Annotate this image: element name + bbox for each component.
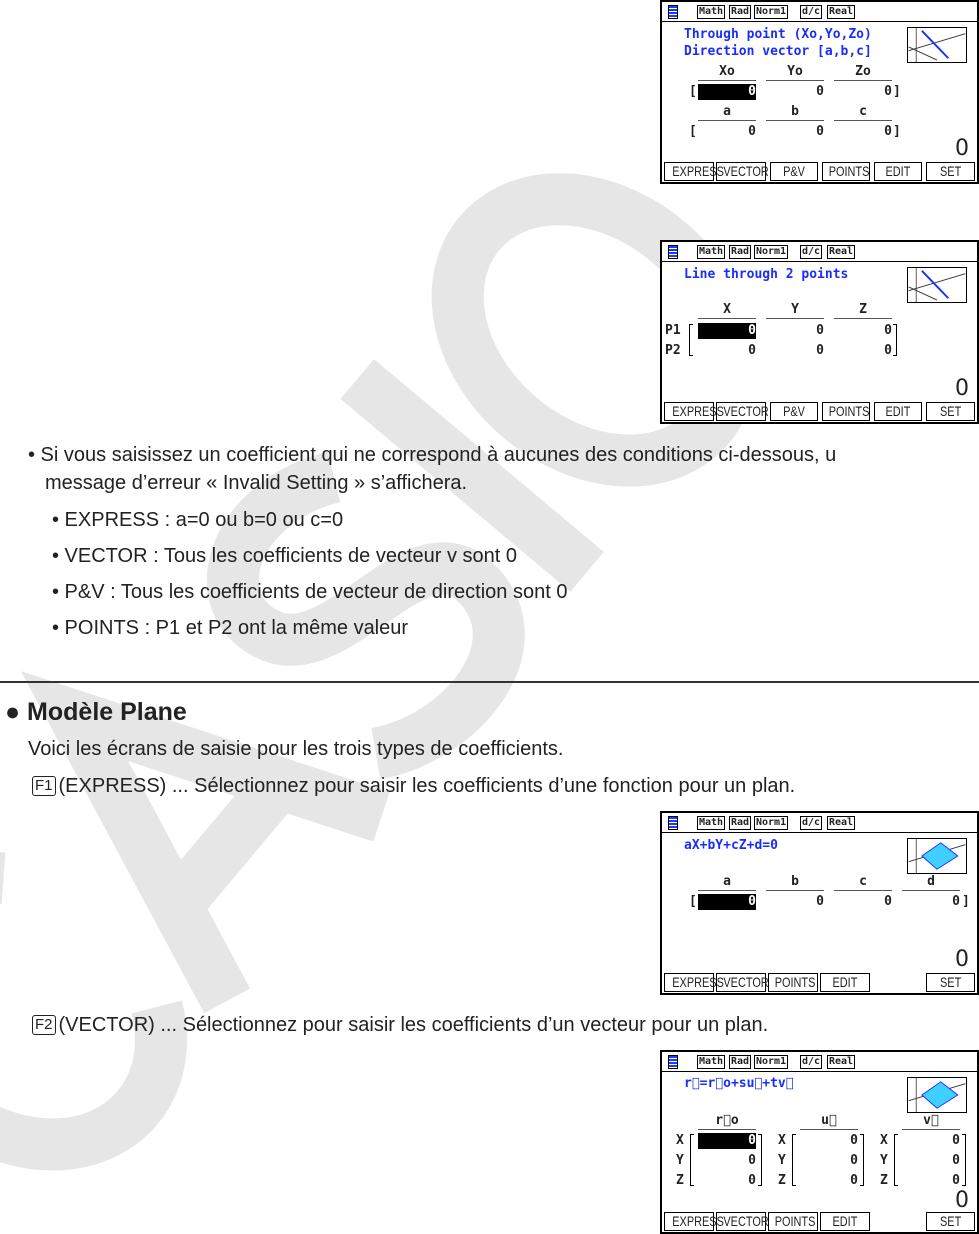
bracket xyxy=(689,324,693,356)
fkey-points[interactable] xyxy=(768,973,818,992)
fkey-edit[interactable] xyxy=(820,1212,870,1231)
col-header: c xyxy=(834,874,892,891)
badge-real: Real xyxy=(829,817,854,828)
section-heading: ● Modèle Plane xyxy=(5,698,187,726)
col-header-u: u⃗ xyxy=(800,1113,858,1130)
bracket: [ xyxy=(689,894,697,909)
cell-p1-z[interactable]: 0 xyxy=(884,323,892,338)
f2-key-icon: F2 xyxy=(32,1015,56,1035)
fkey-label: POINTS xyxy=(774,974,816,990)
badge-real: Real xyxy=(829,246,854,257)
fkey-label: EDIT xyxy=(832,974,858,990)
col-header: Z xyxy=(834,302,892,319)
row-label-p2: P2 xyxy=(665,343,681,358)
cell-d[interactable]: 0 xyxy=(952,894,960,909)
line-graph-icon xyxy=(907,267,967,303)
cell-yo[interactable]: 0 xyxy=(816,84,824,99)
cell-v-z[interactable]: 0 xyxy=(952,1173,960,1188)
f2-text: (VECTOR) ... Sélectionnez pour saisir les coefficients d’un vecteur pour un plan. xyxy=(58,1014,769,1036)
calc-screen-line-point-vector xyxy=(660,0,979,184)
fkey-label: VECTOR xyxy=(723,1213,769,1229)
cell-r0-z[interactable]: 0 xyxy=(748,1173,756,1188)
badge-norm: Norm1 xyxy=(756,817,787,828)
col-header: d xyxy=(902,874,960,891)
cell-p2-y[interactable]: 0 xyxy=(816,343,824,358)
fkey-set[interactable] xyxy=(926,1212,975,1231)
fkey-pv[interactable] xyxy=(770,402,818,421)
f1-key-icon: F1 xyxy=(32,776,56,796)
screen-title: r⃗=r⃗o+su⃗+tv⃗ xyxy=(684,1076,794,1091)
badge-rad: Rad xyxy=(731,246,750,257)
section-divider xyxy=(0,681,979,683)
sub-bullet-express: • EXPRESS : a=0 ou b=0 ou c=0 xyxy=(52,509,344,531)
row-label-z: Z xyxy=(778,1173,786,1188)
row-label-z: Z xyxy=(676,1173,684,1188)
bracket: [ xyxy=(689,124,697,139)
fkey-label: SET xyxy=(939,974,962,990)
f1-description xyxy=(32,774,795,798)
battery-icon xyxy=(668,5,678,19)
sub-bullet-points: • POINTS : P1 et P2 ont la même valeur xyxy=(52,617,409,639)
fkey-points[interactable] xyxy=(822,402,870,421)
fkey-label: EDIT xyxy=(885,163,911,179)
cell-a[interactable]: 0 xyxy=(748,124,756,139)
fkey-pv[interactable] xyxy=(770,162,818,181)
sub-bullet-pv: • P&V : Tous les coefficients de vecteur de direction sont 0 xyxy=(52,581,568,603)
plane-graph-icon xyxy=(907,1077,967,1113)
calc-screen-plane-vector xyxy=(660,1050,979,1234)
row-label-y: Y xyxy=(778,1153,786,1168)
line-graph-icon xyxy=(907,27,967,63)
battery-icon xyxy=(668,245,678,259)
calc-screen-line-2-points xyxy=(660,240,979,424)
bracket xyxy=(860,1134,864,1186)
badge-real: Real xyxy=(829,1056,854,1067)
bullet-invalid-setting: • Si vous saisissez un coefficient qui ne correspond à aucunes des conditions ci-dessous, u xyxy=(28,444,837,466)
fkey-express[interactable] xyxy=(664,1212,724,1231)
fkey-express[interactable] xyxy=(664,973,724,992)
row-label-p1: P1 xyxy=(665,323,681,338)
screen-title: Through point (Xo,Yo,Zo) xyxy=(684,27,872,42)
col-header: Xo xyxy=(698,64,756,81)
fkey-label: VECTOR xyxy=(723,163,769,179)
badge-math: Math xyxy=(699,1056,724,1067)
col-header: b xyxy=(766,874,824,891)
bracket xyxy=(962,1134,966,1186)
cell-p2-z[interactable]: 0 xyxy=(884,343,892,358)
fkey-label: POINTS xyxy=(828,403,870,419)
badge-dc: d/c xyxy=(802,817,821,828)
badge-math: Math xyxy=(699,246,724,257)
cell-xo[interactable]: 0 xyxy=(698,84,756,100)
battery-icon xyxy=(668,1055,678,1069)
row-label-z: Z xyxy=(880,1173,888,1188)
cell-u-z[interactable]: 0 xyxy=(850,1173,858,1188)
bracket xyxy=(792,1134,796,1186)
col-header: Zo xyxy=(834,64,892,81)
cell-c[interactable]: 0 xyxy=(884,124,892,139)
fkey-label: POINTS xyxy=(828,163,870,179)
bracket xyxy=(894,1134,898,1186)
badge-math: Math xyxy=(699,817,724,828)
bracket: [ xyxy=(689,84,697,99)
col-header: Yo xyxy=(766,64,824,81)
fkey-vector[interactable] xyxy=(716,973,769,992)
fkey-label: POINTS xyxy=(774,1213,816,1229)
badge-dc: d/c xyxy=(802,6,821,17)
cell-p1-x[interactable]: 0 xyxy=(698,323,756,339)
fkey-label: EXPRESS xyxy=(672,974,724,990)
fkey-label: SET xyxy=(939,1213,962,1229)
col-header: a xyxy=(698,874,756,891)
fkey-points[interactable] xyxy=(768,1212,818,1231)
status-bar xyxy=(662,813,977,833)
badge-norm: Norm1 xyxy=(756,246,787,257)
cell-r0-y[interactable]: 0 xyxy=(748,1153,756,1168)
cell-p1-y[interactable]: 0 xyxy=(816,323,824,338)
result-value: 0 xyxy=(955,1188,969,1213)
cell-u-y[interactable]: 0 xyxy=(850,1153,858,1168)
bracket: ] xyxy=(962,894,970,909)
status-bar xyxy=(662,1052,977,1072)
bracket: ] xyxy=(893,84,901,99)
cell-b[interactable]: 0 xyxy=(816,894,824,909)
f2-description xyxy=(32,1013,768,1037)
badge-dc: d/c xyxy=(802,1056,821,1067)
col-header: X xyxy=(698,302,756,319)
fkey-set[interactable] xyxy=(926,402,975,421)
fkey-express[interactable] xyxy=(664,162,724,181)
result-value: 0 xyxy=(955,947,969,972)
result-value: 0 xyxy=(955,136,969,161)
fkey-edit[interactable] xyxy=(820,973,870,992)
fkey-label: P&V xyxy=(783,163,805,179)
battery-icon xyxy=(668,816,678,830)
sub-bullet-vector: • VECTOR : Tous les coefficients de vecteur v sont 0 xyxy=(52,545,517,567)
fkey-express[interactable] xyxy=(664,402,724,421)
cell-zo[interactable]: 0 xyxy=(884,84,892,99)
fkey-label: EXPRESS xyxy=(672,403,724,419)
screen-subtitle: Direction vector [a,b,c] xyxy=(684,44,872,59)
col-header: Y xyxy=(766,302,824,319)
row-label-x: X xyxy=(676,1133,684,1148)
status-bar xyxy=(662,2,977,22)
fkey-label: SET xyxy=(939,403,962,419)
cell-v-x[interactable]: 0 xyxy=(952,1133,960,1148)
badge-rad: Rad xyxy=(731,6,750,17)
plane-graph-icon xyxy=(907,838,967,874)
fkey-label: EDIT xyxy=(832,1213,858,1229)
badge-rad: Rad xyxy=(731,817,750,828)
fkey-vector[interactable] xyxy=(716,1212,769,1231)
cell-c[interactable]: 0 xyxy=(884,894,892,909)
cell-u-x[interactable]: 0 xyxy=(850,1133,858,1148)
calc-screen-plane-express xyxy=(660,811,979,995)
fkey-label: VECTOR xyxy=(723,974,769,990)
col-header: b xyxy=(766,104,824,121)
f1-text: (EXPRESS) ... Sélectionnez pour saisir les coefficients d’une fonction pour un plan. xyxy=(58,775,796,797)
fkey-set[interactable] xyxy=(926,162,975,181)
row-label-x: X xyxy=(778,1133,786,1148)
fkey-edit[interactable] xyxy=(874,162,922,181)
cell-p2-x[interactable]: 0 xyxy=(748,343,756,358)
fkey-label: VECTOR xyxy=(723,403,769,419)
col-header: c xyxy=(834,104,892,121)
fkey-label: EXPRESS xyxy=(672,1213,724,1229)
screen-title: aX+bY+cZ+d=0 xyxy=(684,838,778,853)
cell-v-y[interactable]: 0 xyxy=(952,1153,960,1168)
status-bar xyxy=(662,242,977,262)
col-header: a xyxy=(698,104,756,121)
bracket xyxy=(690,1134,694,1186)
badge-real: Real xyxy=(829,6,854,17)
col-header-r0: r⃗o xyxy=(698,1113,756,1130)
row-label-x: X xyxy=(880,1133,888,1148)
bullet-invalid-setting-cont: message d’erreur « Invalid Setting » s’affichera. xyxy=(45,472,468,494)
fkey-vector[interactable] xyxy=(716,402,769,421)
badge-rad: Rad xyxy=(731,1056,750,1067)
badge-norm: Norm1 xyxy=(756,1056,787,1067)
fkey-label: EXPRESS xyxy=(672,163,724,179)
bracket xyxy=(893,324,897,356)
cell-r0-x[interactable]: 0 xyxy=(698,1133,756,1149)
cell-b[interactable]: 0 xyxy=(816,124,824,139)
fkey-label: EDIT xyxy=(885,403,911,419)
fkey-edit[interactable] xyxy=(874,402,922,421)
screen-title: Line through 2 points xyxy=(684,267,849,282)
bracket xyxy=(758,1134,762,1186)
badge-norm: Norm1 xyxy=(756,6,787,17)
intro-text: Voici les écrans de saisie pour les trois types de coefficients. xyxy=(28,738,564,760)
fkey-vector[interactable] xyxy=(716,162,769,181)
cell-a[interactable]: 0 xyxy=(698,894,756,910)
result-value: 0 xyxy=(955,376,969,401)
fkey-label: SET xyxy=(939,163,962,179)
row-label-y: Y xyxy=(676,1153,684,1168)
badge-dc: d/c xyxy=(802,246,821,257)
badge-math: Math xyxy=(699,6,724,17)
row-label-y: Y xyxy=(880,1153,888,1168)
fkey-set[interactable] xyxy=(926,973,975,992)
fkey-points[interactable] xyxy=(822,162,870,181)
col-header-v: v⃗ xyxy=(902,1113,960,1130)
fkey-label: P&V xyxy=(783,403,805,419)
bracket: ] xyxy=(893,124,901,139)
